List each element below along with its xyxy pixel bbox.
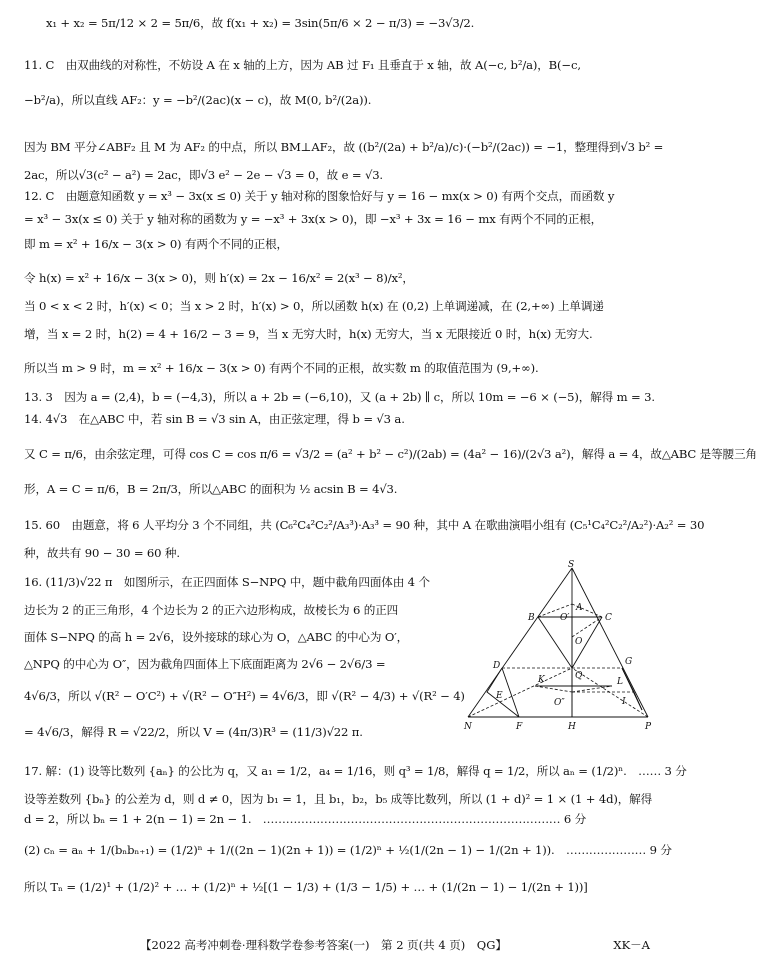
figure-label: E	[496, 691, 503, 701]
text-line: 所以当 m > 9 时，m = x² + 16/x − 3(x > 0) 有两个不同的正根，故实数 m 的取值范围为 (9,+∞).	[24, 361, 539, 375]
figure-label: O′	[560, 613, 570, 623]
text-line: 种，故共有 90 − 30 = 60 种.	[24, 546, 180, 560]
figure-label: G	[625, 657, 633, 667]
text-line: 因为 BM 平分∠ABF₂ 且 M 为 AF₂ 的中点，所以 BM⊥AF₂，故 ((b²/(2a) + b²/a)/c)·(−b²/(2ac)) = −1，整理得到√3 b² =	[24, 140, 664, 154]
figure-label: A	[576, 603, 583, 613]
text-line: x₁ + x₂ = 5π/12 × 2 = 5π/6，故 f(x₁ + x₂) = 3sin(5π/6 × 2 − π/3) = −3√3/2.	[46, 16, 475, 30]
answer-14-line: 14. 4√3 在△ABC 中，若 sin B = √3 sin A，由正弦定理，得 b = √3 a.	[24, 412, 405, 426]
text-line: 形，A = C = π/6，B = 2π/3，所以△ABC 的面积为 ½ acsin B = 4√3.	[24, 482, 398, 496]
text-line: 设等差数列 {bₙ} 的公差为 d，则 d ≠ 0，因为 b₁ = 1，且 b₁，b₂，b₅ 成等比数列，所以 (1 + d)² = 1 × (1 + 4d)，解得	[24, 792, 653, 806]
figure-label: K	[538, 675, 545, 685]
text-line: △NPQ 的中心为 O″，因为截角四面体上下底面距离为 2√6 − 2√6/3 =	[24, 657, 386, 671]
figure-label: H	[568, 722, 576, 732]
answer-17-line: 17. 解：(1) 设等比数列 {aₙ} 的公比为 q，又 a₁ = 1/2，a₄ = 1/16，则 q³ = 1/8，解得 q = 1/2，所以 aₙ = (1/2)ⁿ. …… 3 分	[24, 764, 687, 778]
text-line: −b²/a)，所以直线 AF₂：y = −b²/(2ac)(x − c)，故 M(0, b²/(2a)).	[24, 93, 372, 107]
figure-label: B	[528, 613, 535, 623]
figure-label: I	[622, 697, 626, 707]
figure-label: C	[605, 613, 612, 623]
footer-title: 【2022 高考冲刺卷·理科数学卷参考答案(一) 第 2 页(共 4 页) QG】	[140, 938, 507, 952]
text-line: 当 0 < x < 2 时，h′(x) < 0；当 x > 2 时，h′(x) > 0，所以函数 h(x) 在 (0,2) 上单调递减，在 (2,+∞) 上单调递	[24, 299, 604, 313]
figure-label: O″	[554, 698, 565, 708]
figure-label: F	[516, 722, 523, 732]
figure-label: P	[645, 722, 652, 732]
answer-16-line: 16. (11/3)√22 π 如图所示，在正四面体 S−NPQ 中，题中截角四面体由 4 个	[24, 575, 430, 589]
text-line: 增，当 x = 2 时，h(2) = 4 + 16/2 − 3 = 9，当 x 无穷大时，h(x) 无穷大，当 x 无限接近 0 时，h(x) 无穷大.	[24, 327, 593, 341]
figure-label: D	[493, 661, 501, 671]
figure-label: Q	[575, 671, 583, 681]
text-line: (2) cₙ = aₙ + 1/(bₙbₙ₊₁) = (1/2)ⁿ + 1/((2n − 1)(2n + 1)) = (1/2)ⁿ + ½(1/(2n − 1) − 1/(2n + 1)). ………………… 9 分	[24, 843, 672, 857]
text-line: = 4√6/3，解得 R = √22/2，所以 V = (4π/3)R³ = (11/3)√22 π.	[24, 725, 363, 739]
text-line: 令 h(x) = x² + 16/x − 3(x > 0)，则 h′(x) = 2x − 16/x² = 2(x³ − 8)/x²，	[24, 271, 414, 285]
text-line: 又 C = π/6，由余弦定理，可得 cos C = cos π/6 = √3/2 = (a² + b² − c²)/(2ab) = (4a² − 16)/(2√3 a²)，解得 a = 4，故△ABC 是等腰三角	[24, 447, 757, 461]
text-line: 4√6/3，所以 √(R² − O′C²) + √(R² − O″H²) = 4√6/3，即 √(R² − 4/3) + √(R² − 4)	[24, 689, 465, 703]
figure-label: N	[464, 722, 472, 732]
answer-15-line: 15. 60 由题意，将 6 人平均分 3 个不同组，共 (C₆²C₄²C₂²/A₃³)·A₃³ = 90 种，其中 A 在歌曲演唱小组有 (C₅¹C₄²C₂²/A₂²)·A₂² = 30	[24, 518, 705, 532]
text-line: d = 2，所以 bₙ = 1 + 2(n − 1) = 2n − 1. …………………………………………………………………… 6 分	[24, 812, 587, 826]
text-line: = x³ − 3x(x ≤ 0) 关于 y 轴对称的函数为 y = −x³ + 3x(x > 0)，即 −x³ + 3x = 16 − mx 有两个不同的正根，	[24, 212, 603, 226]
text-line: 边长为 2 的正三角形，4 个边长为 2 的正六边形构成，故棱长为 6 的正四	[24, 603, 399, 617]
text-line: 即 m = x² + 16/x − 3(x > 0) 有两个不同的正根，	[24, 237, 288, 251]
answer-12-line: 12. C 由题意知函数 y = x³ − 3x(x ≤ 0) 关于 y 轴对称的图象恰好与 y = 16 − mx(x > 0) 有两个交点，而函数 y	[24, 189, 615, 203]
figure-label: L	[617, 677, 623, 687]
text-line: 2ac，所以√3(c² − a²) = 2ac，即√3 e² − 2e − √3 = 0，故 e = √3.	[24, 168, 383, 182]
figure-label: S	[568, 560, 575, 570]
figure-label: O	[575, 637, 583, 647]
footer-code: XK－A	[613, 938, 650, 952]
text-line: 面体 S−NPQ 的高 h = 2√6，设外接球的球心为 O，△ABC 的中心为 O′，	[24, 630, 409, 644]
text-line: 所以 Tₙ = (1/2)¹ + (1/2)² + … + (1/2)ⁿ + ½[(1 − 1/3) + (1/3 − 1/5) + … + (1/(2n − 1) − 1/(2n + 1))]	[24, 880, 588, 894]
answer-11-line: 11. C 由双曲线的对称性，不妨设 A 在 x 轴的上方，因为 AB 过 F₁ 且垂直于 x 轴，故 A(−c, b²/a)，B(−c,	[24, 58, 581, 72]
truncated-tetrahedron-figure	[462, 562, 657, 734]
answer-13-line: 13. 3 因为 a = (2,4)，b = (−4,3)，所以 a + 2b = (−6,10)，又 (a + 2b) ∥ c，所以 10m = −6 × (−5)，解得 m = 3.	[24, 390, 655, 404]
